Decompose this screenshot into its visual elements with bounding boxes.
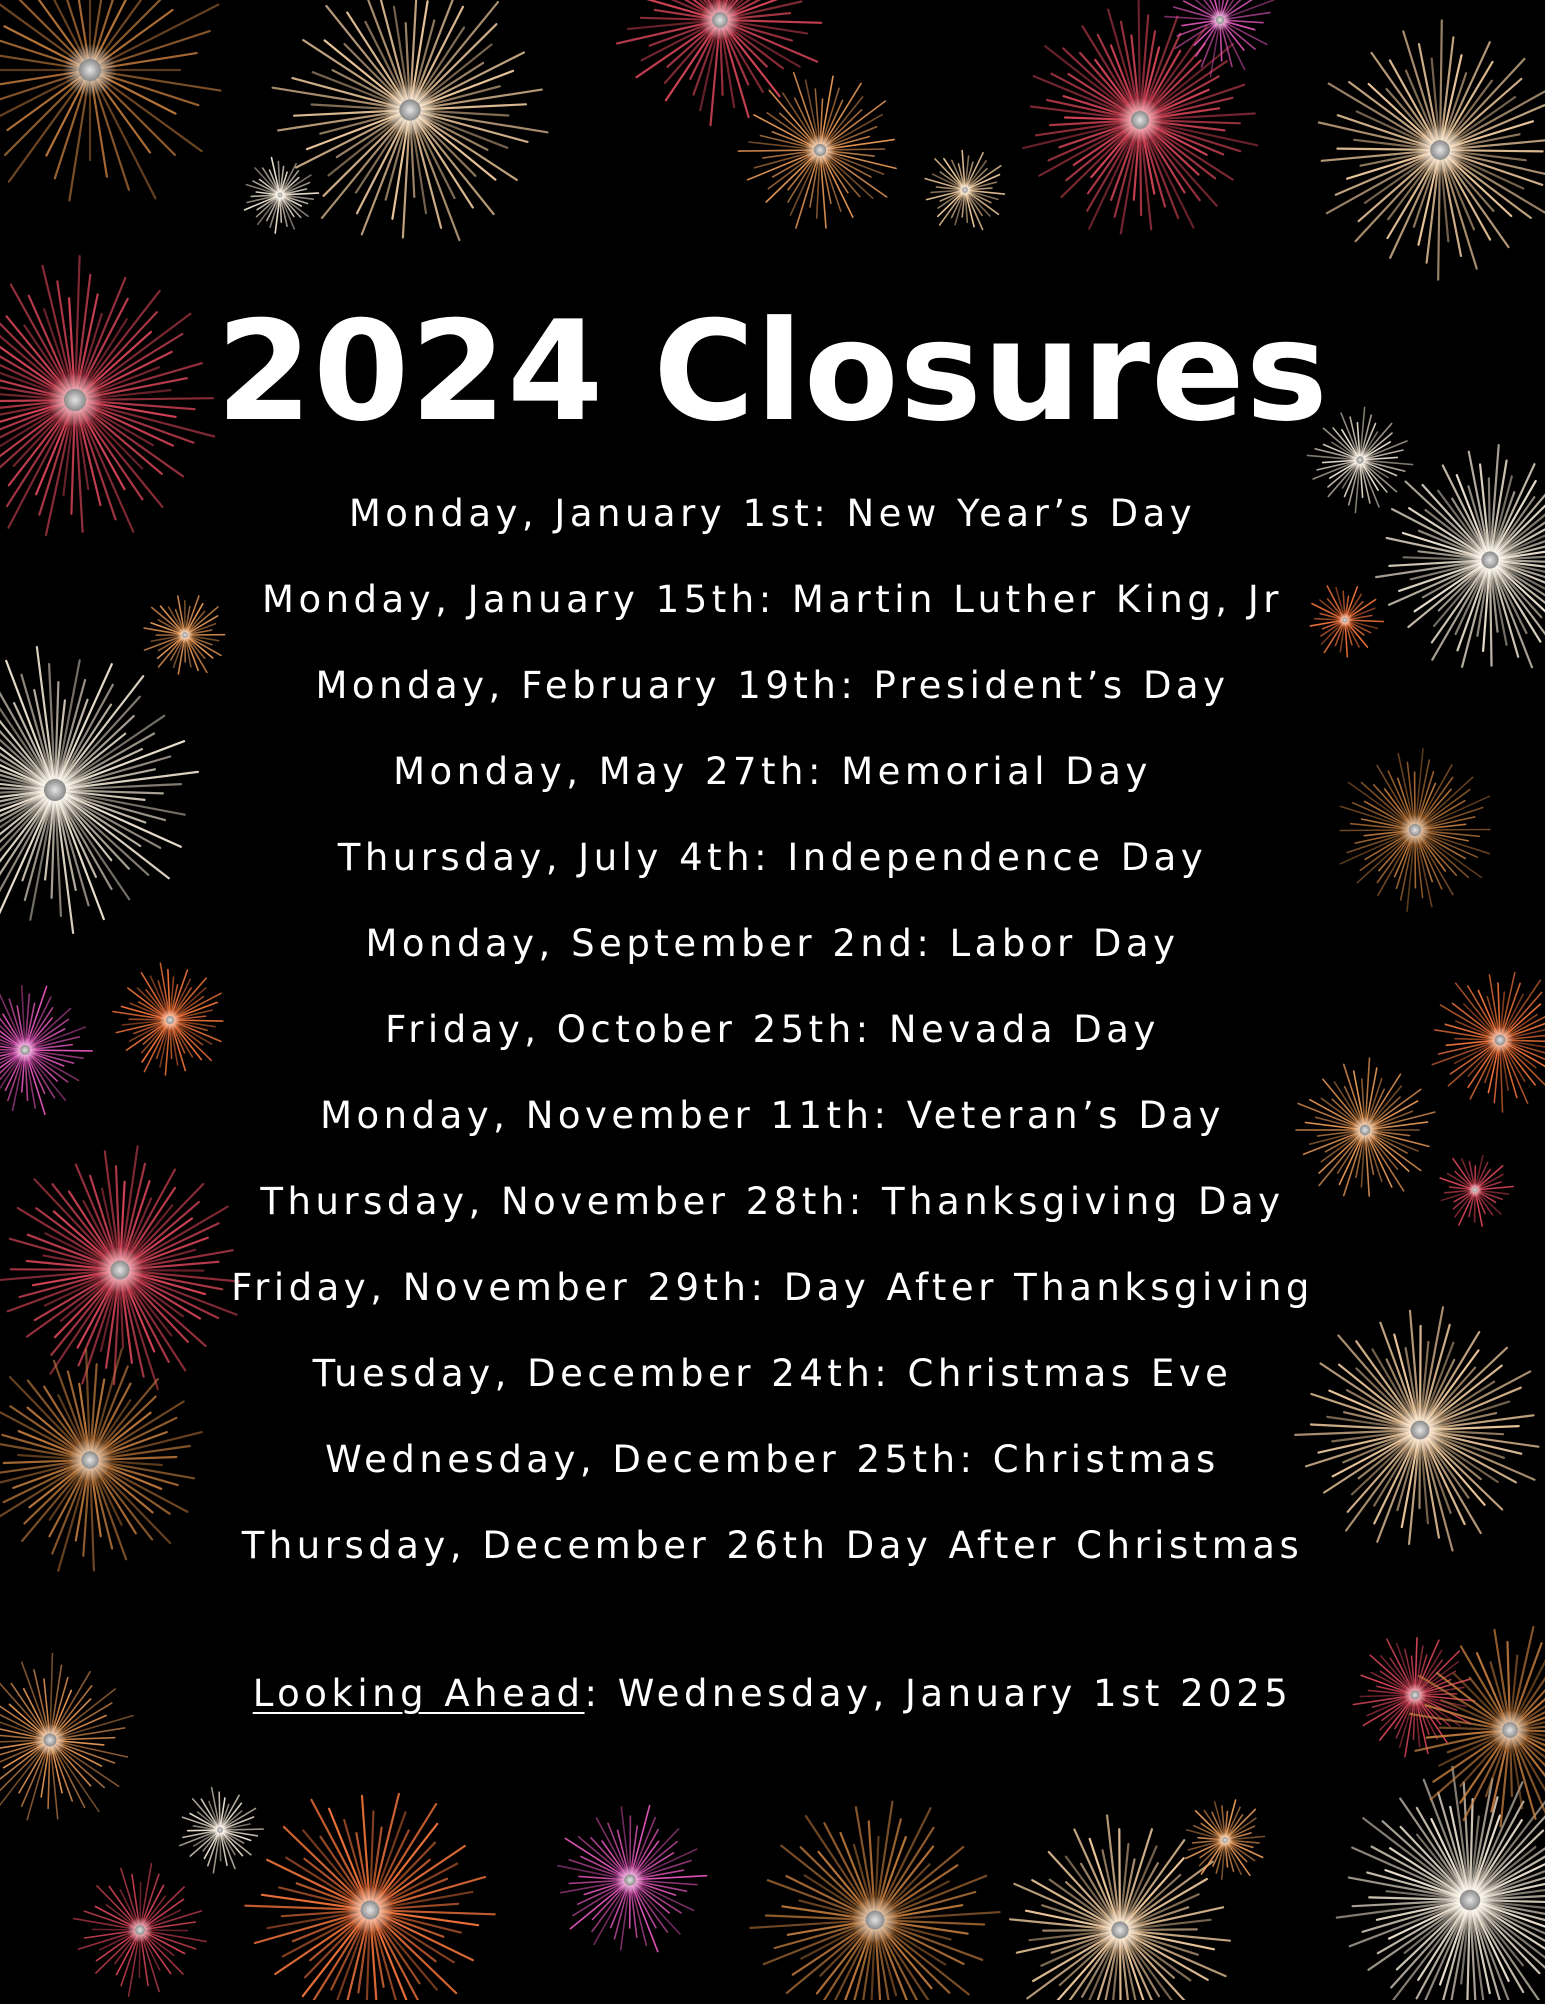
- list-item: Monday, November 11th: Veteran’s Day: [0, 1086, 1545, 1172]
- list-item: Thursday, November 28th: Thanksgiving Day: [0, 1172, 1545, 1258]
- list-item: Monday, February 19th: President’s Day: [0, 656, 1545, 742]
- looking-ahead-line: [0, 1664, 1545, 1724]
- closures-list: [0, 484, 1545, 1602]
- looking-ahead-date: Wednesday, January 1st 2025: [602, 1672, 1293, 1715]
- page-title: 2024 Closures: [0, 292, 1545, 452]
- list-item: Monday, May 27th: Memorial Day: [0, 742, 1545, 828]
- list-item: Wednesday, December 25th: Christmas: [0, 1430, 1545, 1516]
- list-item: Thursday, July 4th: Independence Day: [0, 828, 1545, 914]
- list-item: Monday, September 2nd: Labor Day: [0, 914, 1545, 1000]
- looking-ahead-label: Looking Ahead: [253, 1672, 585, 1715]
- list-item: Monday, January 15th: Martin Luther King, Jr: [0, 570, 1545, 656]
- list-item: Friday, November 29th: Day After Thanksgiving: [0, 1258, 1545, 1344]
- list-item: Thursday, December 26th Day After Christmas: [0, 1516, 1545, 1602]
- list-item: Friday, October 25th: Nevada Day: [0, 1000, 1545, 1086]
- list-item: Monday, January 1st: New Year’s Day: [0, 484, 1545, 570]
- list-item: Tuesday, December 24th: Christmas Eve: [0, 1344, 1545, 1430]
- looking-ahead-separator: :: [585, 1672, 602, 1715]
